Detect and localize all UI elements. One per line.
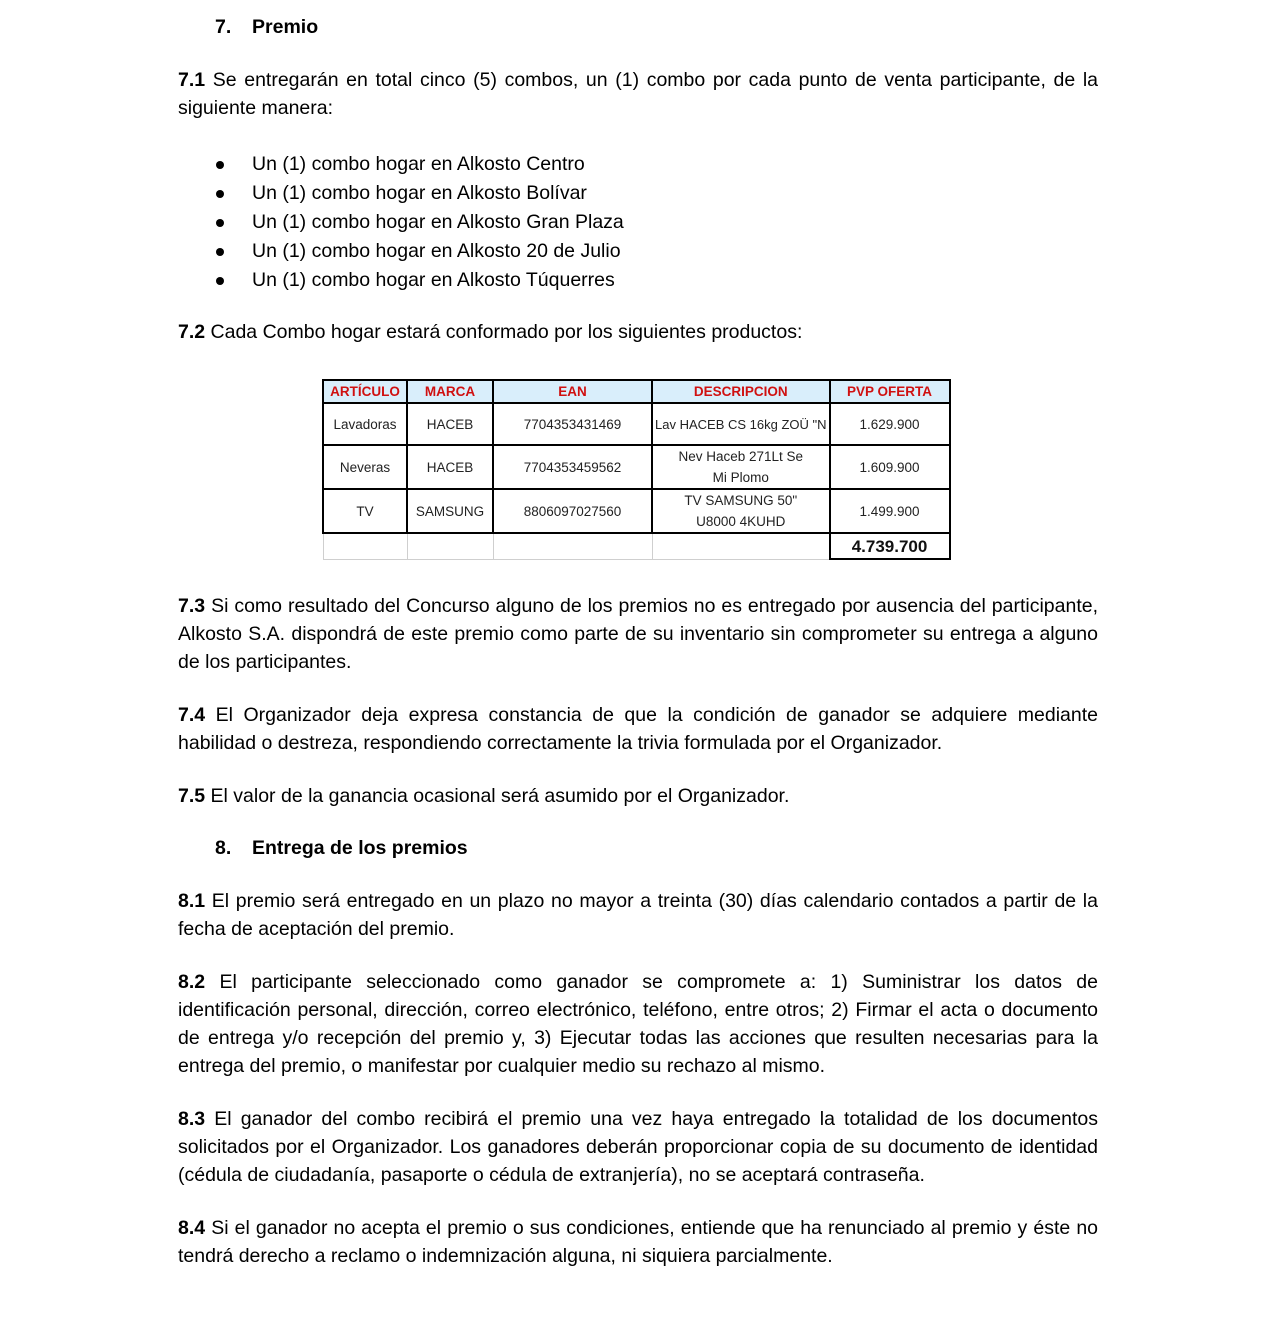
section-number: 7. bbox=[215, 16, 232, 38]
clause-number: 7.3 bbox=[178, 595, 206, 617]
clause-number: 7.5 bbox=[178, 785, 206, 807]
list-item bbox=[215, 266, 624, 295]
cell-ean: 7704353459562 bbox=[493, 445, 652, 489]
paragraph-8-4 bbox=[178, 1214, 1098, 1270]
paragraph-8-1 bbox=[178, 887, 1098, 943]
empty-cell bbox=[323, 533, 407, 559]
bullet-icon bbox=[216, 161, 224, 169]
cell-descripcion: TV SAMSUNG 50" U8000 4KUHD bbox=[652, 489, 830, 533]
paragraph-8-3 bbox=[178, 1105, 1098, 1189]
section-title: Premio bbox=[252, 16, 319, 38]
empty-cell bbox=[407, 533, 493, 559]
list-item-text: Un (1) combo hogar en Alkosto Túquerres bbox=[252, 269, 615, 291]
cell-articulo: Neveras bbox=[323, 445, 407, 489]
bullet-icon bbox=[216, 277, 224, 285]
clause-number: 8.2 bbox=[178, 971, 206, 993]
clause-text: El valor de la ganancia ocasional será asumido por el Organizador. bbox=[210, 785, 790, 807]
header-articulo: ARTÍCULO bbox=[323, 380, 407, 403]
cell-descripcion: Lav HACEB CS 16kg ZOÜ "N bbox=[652, 403, 830, 445]
list-item bbox=[215, 179, 624, 208]
clause-text: El ganador del combo recibirá el premio una vez haya entregado la totalidad de los documentos solicitados por el Organizador. Los ganadores deberán proporcionar copia de su documento de identidad (cédula de ciudadanía, pasaporte o cédula de extranjería), no se aceptará contraseña. bbox=[178, 1108, 1098, 1186]
header-ean: EAN bbox=[493, 380, 652, 403]
bullet-icon bbox=[216, 190, 224, 198]
empty-cell bbox=[652, 533, 830, 559]
header-marca: MARCA bbox=[407, 380, 493, 403]
list-item bbox=[215, 150, 624, 179]
clause-number: 7.4 bbox=[178, 704, 206, 726]
clause-number: 7.1 bbox=[178, 69, 206, 91]
list-item-text: Un (1) combo hogar en Alkosto Gran Plaza bbox=[252, 211, 624, 233]
table-row bbox=[323, 445, 950, 489]
list-item bbox=[215, 237, 624, 266]
table-header-row bbox=[323, 380, 950, 403]
clause-text: El Organizador deja expresa constancia de que la condición de ganador se adquiere mediante habilidad o destreza, respondiendo correctamente la trivia formulada por el Organizador. bbox=[178, 704, 1099, 754]
list-item bbox=[215, 208, 624, 237]
clause-text: Si como resultado del Concurso alguno de los premios no es entregado por ausencia del participante, Alkosto S.A. dispondrá de este premio como parte de su inventario sin comprometer su entrega a alguno de los participantes. bbox=[178, 595, 1099, 673]
cell-total: 4.739.700 bbox=[830, 533, 950, 559]
section-8-heading bbox=[215, 834, 468, 862]
clause-number: 8.4 bbox=[178, 1217, 206, 1239]
table-total-row bbox=[323, 533, 950, 559]
cell-articulo: TV bbox=[323, 489, 407, 533]
bullet-icon bbox=[216, 219, 224, 227]
clause-text: Cada Combo hogar estará conformado por los siguientes productos: bbox=[210, 321, 803, 343]
paragraph-7-2 bbox=[178, 318, 1098, 346]
list-item-text: Un (1) combo hogar en Alkosto 20 de Julio bbox=[252, 240, 621, 262]
clause-text: El premio será entregado en un plazo no mayor a treinta (30) días calendario contados a partir de la fecha de aceptación del premio. bbox=[178, 890, 1098, 940]
cell-ean: 7704353431469 bbox=[493, 403, 652, 445]
table-row bbox=[323, 489, 950, 533]
cell-pvp: 1.499.900 bbox=[830, 489, 950, 533]
section-7-heading bbox=[215, 13, 318, 41]
empty-cell bbox=[493, 533, 652, 559]
table-row bbox=[323, 403, 950, 445]
section-title: Entrega de los premios bbox=[252, 837, 468, 859]
products-table bbox=[322, 379, 951, 560]
bullet-icon bbox=[216, 248, 224, 256]
list-item-text: Un (1) combo hogar en Alkosto Bolívar bbox=[252, 182, 587, 204]
paragraph-7-4 bbox=[178, 701, 1098, 757]
clause-number: 8.1 bbox=[178, 890, 206, 912]
cell-descripcion: Nev Haceb 271Lt Se Mi Plomo bbox=[652, 445, 830, 489]
clause-text: Si el ganador no acepta el premio o sus condiciones, entiende que ha renunciado al premio y éste no tendrá derecho a reclamo o indemnización alguna, ni siquiera parcialmente. bbox=[178, 1217, 1099, 1267]
cell-ean: 8806097027560 bbox=[493, 489, 652, 533]
cell-marca: HACEB bbox=[407, 403, 493, 445]
clause-number: 7.2 bbox=[178, 321, 206, 343]
paragraph-7-3 bbox=[178, 592, 1098, 676]
paragraph-8-2 bbox=[178, 968, 1098, 1080]
header-descripcion: DESCRIPCION bbox=[652, 380, 830, 403]
section-number: 8. bbox=[215, 837, 232, 859]
stores-list bbox=[215, 150, 624, 295]
paragraph-7-1 bbox=[178, 66, 1098, 122]
header-pvp: PVP OFERTA bbox=[830, 380, 950, 403]
cell-marca: HACEB bbox=[407, 445, 493, 489]
cell-pvp: 1.609.900 bbox=[830, 445, 950, 489]
clause-text: Se entregarán en total cinco (5) combos, un (1) combo por cada punto de venta participante, de la siguiente manera: bbox=[178, 69, 1098, 119]
paragraph-7-5 bbox=[178, 782, 1098, 810]
cell-pvp: 1.629.900 bbox=[830, 403, 950, 445]
cell-marca: SAMSUNG bbox=[407, 489, 493, 533]
cell-articulo: Lavadoras bbox=[323, 403, 407, 445]
list-item-text: Un (1) combo hogar en Alkosto Centro bbox=[252, 153, 585, 175]
clause-number: 8.3 bbox=[178, 1108, 206, 1130]
clause-text: El participante seleccionado como ganador se compromete a: 1) Suministrar los datos de identificación personal, dirección, correo electrónico, teléfono, entre otros; 2) Firmar el acta o documento de entrega y/o recepción del premio y, 3) Ejecutar todas las acciones que resulten necesarias para la entrega del premio, o manifestar por cualquier medio su rechazo al mismo. bbox=[178, 971, 1098, 1077]
